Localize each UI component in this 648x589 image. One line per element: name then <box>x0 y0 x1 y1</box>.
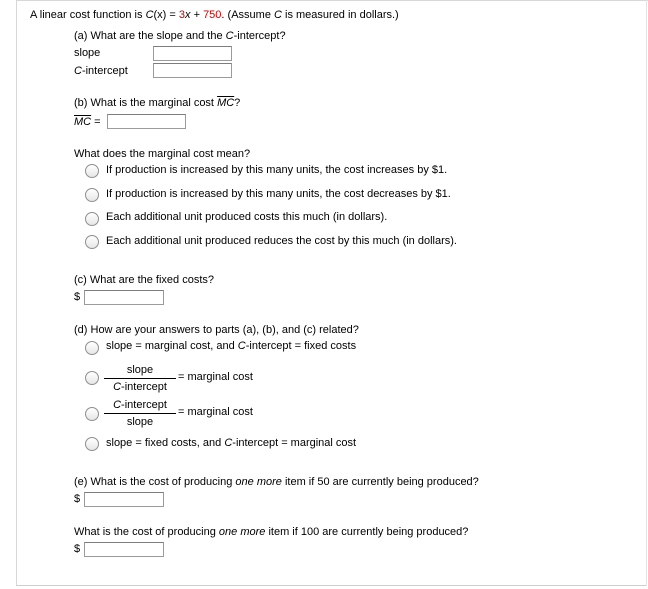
fraction-2-numerator-text: -intercept <box>121 399 167 411</box>
intro-function-name: C <box>145 9 154 21</box>
relation-option-2-rhs: = marginal cost <box>178 371 253 383</box>
fraction-2-denominator: slope <box>126 416 154 428</box>
meaning-option-1-radio[interactable] <box>85 164 99 178</box>
relation-option-4-radio[interactable] <box>85 437 99 451</box>
relation-option-3-rhs: = marginal cost <box>178 406 253 418</box>
part-e-prompt-post: item if 50 are currently being produced? <box>281 476 479 488</box>
part-a-prompt-post: -intercept? <box>233 30 286 42</box>
fraction-1-denominator-c: C <box>113 381 122 393</box>
fraction-2-numerator-c: C <box>113 399 122 411</box>
meaning-option-3-label: Each additional unit produced costs this much (in dollars). <box>106 211 388 223</box>
relation-option-3-radio[interactable] <box>85 407 99 421</box>
meaning-option-4-radio[interactable] <box>85 235 99 249</box>
relation-option-3-fraction <box>104 399 176 428</box>
relation-option-1-pre: slope = marginal cost, and <box>106 340 238 352</box>
meaning-option-4-label: Each additional unit produced reduces the cost by this much (in dollars). <box>106 235 457 247</box>
intro-function-arg: (x) = <box>153 9 179 21</box>
relation-option-4-label <box>106 437 356 449</box>
part-b-prompt-pre: (b) What is the marginal cost <box>74 97 218 109</box>
intro-coefficient: 3 <box>178 9 186 21</box>
part-b-prompt <box>74 97 240 109</box>
relation-option-2-radio[interactable] <box>85 371 99 385</box>
part-c-dollar: $ <box>74 291 81 303</box>
intro-prefix: A linear cost function is <box>30 9 146 21</box>
intro-plus: + <box>190 9 204 21</box>
intercept-label-text: -intercept <box>81 65 128 77</box>
frame-bottom-border <box>16 585 646 586</box>
relation-option-1-label <box>106 340 356 352</box>
part-e-second-dollar: $ <box>74 543 81 555</box>
meaning-prompt: What does the marginal cost mean? <box>74 148 251 160</box>
part-d-prompt: (d) How are your answers to parts (a), (b), and (c) related? <box>74 324 359 336</box>
mc-label-symbol: $\overline{MC}$ <box>74 116 92 128</box>
intercept-label-c: C <box>74 65 82 77</box>
question-intro <box>30 9 399 21</box>
fraction-2-numerator <box>104 399 176 414</box>
intro-c: C <box>274 9 282 21</box>
intercept-label <box>74 65 128 77</box>
relation-option-1-radio[interactable] <box>85 341 99 355</box>
intro-constant: 750 <box>203 9 222 21</box>
part-a-prompt-c: C <box>225 30 234 42</box>
frame-left-border <box>16 0 17 586</box>
meaning-option-2-radio[interactable] <box>85 188 99 202</box>
part-e-dollar: $ <box>74 493 81 505</box>
frame-right-border <box>646 0 647 586</box>
meaning-option-1-label: If production is increased by this many units, the cost increases by $1. <box>106 164 448 176</box>
intro-variable: x <box>185 9 191 21</box>
part-e-prompt <box>74 476 479 488</box>
relation-option-1-c: C <box>237 340 246 352</box>
intercept-input[interactable] <box>153 63 232 78</box>
part-a-prompt-pre: (a) What are the slope and the <box>74 30 226 42</box>
meaning-option-2-label: If production is increased by this many units, the cost decreases by $1. <box>106 188 451 200</box>
fraction-1-denominator-text: -intercept <box>121 381 167 393</box>
slope-label: slope <box>74 47 101 59</box>
part-e-prompt-em: one more <box>235 476 282 488</box>
mc-label-equals: = <box>91 116 101 128</box>
fraction-1-denominator <box>104 379 176 393</box>
frame-top-border <box>16 0 648 1</box>
slope-input[interactable] <box>153 46 232 61</box>
part-e-second-prompt-post: item if 100 are currently being produced? <box>265 526 469 538</box>
mc-label <box>74 116 101 128</box>
part-c-prompt: (c) What are the fixed costs? <box>74 274 214 286</box>
relation-option-4-pre: slope = fixed costs, and <box>106 437 225 449</box>
meaning-option-3-radio[interactable] <box>85 212 99 226</box>
part-a-prompt <box>74 30 286 42</box>
part-b-prompt-post: ? <box>234 97 241 109</box>
part-e-second-prompt-em: one more <box>218 526 266 538</box>
relation-option-1-post: -intercept = fixed costs <box>245 340 357 352</box>
intro-suffix: . (Assume <box>221 9 274 21</box>
mc-input[interactable] <box>107 114 186 129</box>
part-b-prompt-mc: $\overline{MC}$ <box>217 97 235 109</box>
fraction-1-numerator: slope <box>104 364 176 379</box>
cost-100-input[interactable] <box>84 542 164 557</box>
relation-option-4-c: C <box>224 437 233 449</box>
relation-option-2-fraction <box>104 364 176 393</box>
part-e-second-prompt-pre: What is the cost of producing <box>74 526 219 538</box>
intro-end: is measured in dollars.) <box>281 9 399 21</box>
part-e-prompt-pre: (e) What is the cost of producing <box>74 476 236 488</box>
cost-50-input[interactable] <box>84 492 164 507</box>
part-e-second-prompt <box>74 526 468 538</box>
fixed-costs-input[interactable] <box>84 290 164 305</box>
relation-option-4-post: -intercept = marginal cost <box>232 437 357 449</box>
